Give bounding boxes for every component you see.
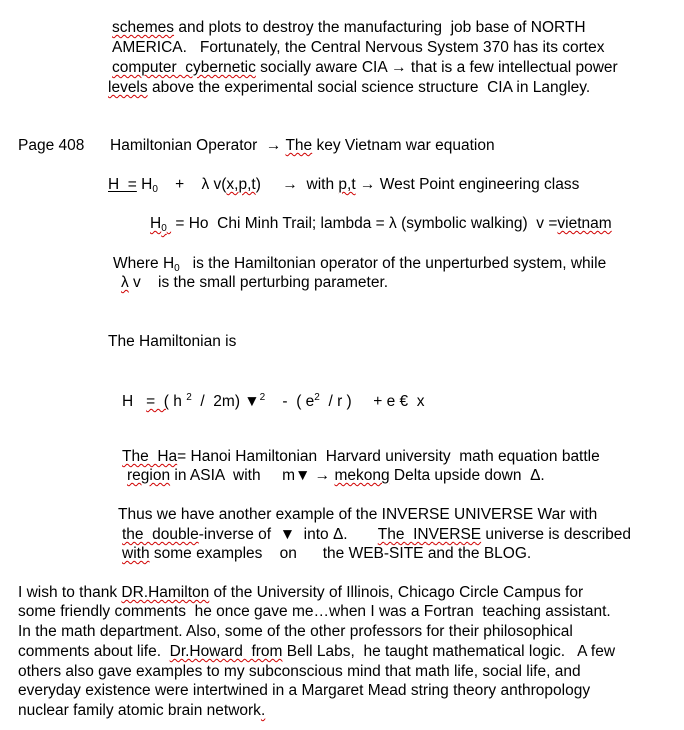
spellcheck-word: The bbox=[285, 137, 313, 154]
spellcheck-word: the double bbox=[122, 526, 199, 543]
paragraph-6-line-1: I wish to thank DR.Hamilton of the University of Illinois, Chicago Circle Campus for bbox=[18, 584, 584, 601]
equation-1: $H = H_0$ + λ v(x,p,t) → with p,t → West Point engineering class bbox=[108, 176, 580, 195]
spellcheck-word: The INVERSE bbox=[377, 526, 482, 543]
spellcheck-word: The Ha bbox=[122, 448, 178, 465]
paragraph-5-line-3: with some examples on the WEB-SITE and the BLOG. bbox=[122, 545, 532, 562]
spellcheck-word: DR.Hamilton bbox=[121, 584, 210, 601]
spellcheck-word: x,p,t bbox=[226, 176, 256, 193]
paragraph-1-line-3: computer cybernetic socially aware CIA → that is a few intellectual power bbox=[112, 59, 618, 76]
page-number: Page 408 bbox=[18, 137, 85, 154]
paragraph-2-line-2: λ v is the small perturbing parameter. bbox=[121, 274, 389, 291]
paragraph-1-line-1: schemes and plots to destroy the manufacturing job base of NORTH bbox=[112, 19, 586, 36]
paragraph-6-line-3: In the math department. Also, some of the other professors for their philosophical bbox=[18, 623, 573, 640]
paragraph-1-line-2: AMERICA. Fortunately, the Central Nervous System 370 has its cortex bbox=[112, 39, 605, 56]
spellcheck-word: region bbox=[127, 467, 171, 484]
equation-2: $H_0 = Ho$ Chi Minh Trail; lambda = λ (symbolic walking) v =vietnam bbox=[150, 215, 612, 234]
spellcheck-word: Dr.Howard from bbox=[169, 643, 283, 660]
spellcheck-word: levels bbox=[108, 79, 148, 96]
paragraph-3: The Hamiltonian is bbox=[108, 333, 237, 350]
equation-3: H = ( h $^2$ / 2m) ▼$^2$ - ( $e^2$ / r ) + e € x bbox=[122, 392, 425, 410]
paragraph-1-line-4: levels above the experimental social science structure CIA in Langley. bbox=[108, 79, 591, 96]
paragraph-4-line-1: The Ha= Hanoi Hamiltonian Harvard university math equation battle bbox=[122, 448, 600, 465]
spellcheck-word: vietnam bbox=[557, 215, 612, 232]
paragraph-2-line-1: Where $H_0$ is the Hamiltonian operator of the unperturbed system, while bbox=[113, 255, 607, 274]
paragraph-5-line-1: Thus we have another example of the INVERSE UNIVERSE War with bbox=[118, 506, 598, 523]
spellcheck-word: λ bbox=[121, 274, 129, 291]
spellcheck-word: with bbox=[122, 545, 150, 562]
paragraph-6-line-6: everyday existence were intertwined in a Margaret Mead string theory anthropology bbox=[18, 682, 591, 699]
paragraph-6-line-4: comments about life. Dr.Howard from Bell Labs, he taught mathematical logic. A few bbox=[18, 643, 616, 660]
spellcheck-word: . bbox=[260, 702, 266, 719]
spellcheck-word: p,t bbox=[338, 176, 356, 193]
spellcheck-word: mekong bbox=[334, 467, 390, 484]
paragraph-6-line-7: nuclear family atomic brain network. bbox=[18, 702, 266, 719]
paragraph-4-line-2: region in ASIA with m▼ → mekong Delta upside down Δ. bbox=[127, 467, 545, 484]
section-heading: Hamiltonian Operator → The key Vietnam war equation bbox=[110, 137, 495, 154]
spellcheck-word: computer cybernetic bbox=[112, 59, 256, 76]
paragraph-6-line-2: some friendly comments he once gave me…when I was a Fortran teaching assistant. bbox=[18, 603, 611, 620]
paragraph-6-line-5: others also gave examples to my subconscious mind that math life, social life, and bbox=[18, 663, 581, 680]
paragraph-5-line-2: the double-inverse of ▼ into Δ. The INVERSE universe is described bbox=[122, 526, 632, 543]
spellcheck-word: schemes bbox=[112, 19, 175, 36]
